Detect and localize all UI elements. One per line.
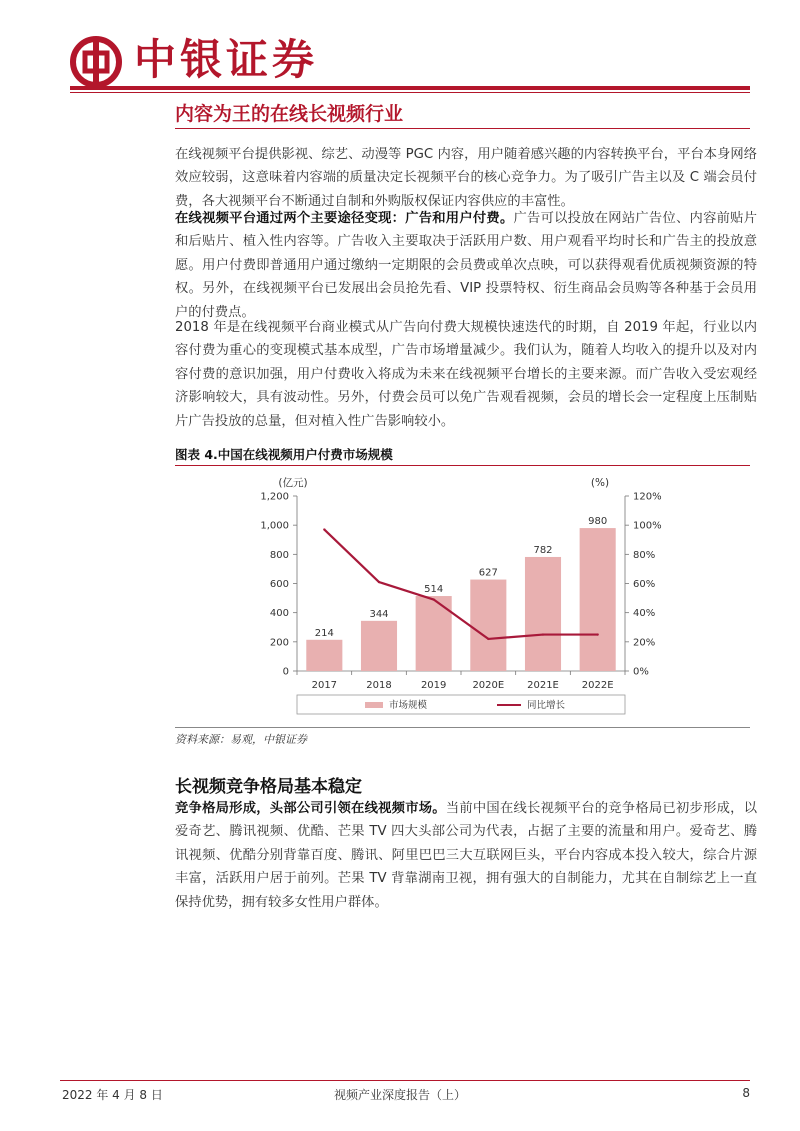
header-rule [70,86,750,90]
paragraph-lead: 竞争格局形成，头部公司引领在线视频市场。 [175,801,446,816]
right-axis-tick-label: 40% [633,608,656,620]
right-axis-tick-label: 80% [633,549,656,561]
bar [525,557,561,671]
footer-rule [60,1080,750,1081]
growth-rate-point [323,528,325,530]
right-axis-unit: (%) [590,477,610,489]
left-axis-tick-label: 400 [269,608,289,620]
subsection-title: 长视频竞争格局基本稳定 [175,777,362,797]
paragraph-competition [175,797,757,914]
paragraph-pgc: 在线视频平台提供影视、综艺、动漫等 PGC 内容，用户随着感兴趣的内容转换平台，平台本身网络效应较弱，这意味着内容端的质量决定长视频平台的核心竞争力。为了吸引广告主以及 C 端会员付费，各大视频平台不断通过自制和外购版权保证内容供应的丰富性。 [175,147,757,209]
chart-legend [297,695,625,714]
figure-source: 资料来源：易观，中银证券 [175,733,307,746]
growth-rate-point [542,633,544,635]
figure-bottom-rule [175,727,750,728]
bar-data-label: 782 [533,544,553,556]
legend-bar-swatch [365,702,383,708]
legend-bar-label: 市场规模 [389,700,428,711]
right-axis-tick-label: 0% [633,666,649,678]
paragraph-2018: 2018 年是在线视频平台商业模式从广告向付费大规模快速迭代的时期，自 2019 年起，行业以内容付费为重心的变现模式基本成型，广告市场增量减少。我们认为，随着人均收入的提升以及对内容付费的意识加强，用户付费收入将成为未来在线视频平台增长的主要来源。而广告收入受宏观经济影响较大，具有波动性。另外，付费会员可以免广告观看视频，会员的增长会一定程度上压制贴片广告投放的总量，但对植入性广告影响较小。 [175,320,757,429]
bar-data-label: 514 [424,584,444,596]
bar-data-label: 214 [314,627,334,639]
left-axis-tick-label: 1,200 [260,491,289,503]
x-axis-tick-label: 2022E [581,680,614,691]
bar-data-label: 980 [588,516,608,528]
left-axis-tick-label: 200 [269,637,289,649]
growth-rate-point [378,581,380,583]
bar [470,580,506,671]
left-axis-tick-label: 600 [269,579,289,590]
right-axis-tick-label: 100% [633,520,662,532]
x-axis-tick-label: 2019 [420,680,447,691]
x-axis-tick-label: 2021E [527,680,559,691]
paragraph-body: 当前中国在线长视频平台的竞争格局已初步形成，以爱奇艺、腾讯视频、优酷、芒果 TV 四大头部公司为代表，占据了主要的流量和用户。爱奇艺、腾讯视频、优酷分别背靠百度、腾讯、阿里巴巴三大互联网巨头，平台内容成本投入较大，综合片源丰富，活跃用户居于前列。芒果 TV 背靠湖南卫视，拥有强大的自制能力，尤其在自制综艺上一直保持优势，拥有较多女性用户群体。 [175,801,758,910]
x-axis-tick-label: 2018 [366,680,392,691]
growth-rate-point [596,633,598,635]
left-axis-tick-label: 1,000 [260,520,289,532]
left-axis-unit: (亿元) [278,477,308,489]
section-title: 内容为王的在线长视频行业 [175,103,404,125]
legend-frame [297,695,625,714]
growth-rate-point [487,638,489,640]
bar [306,640,342,671]
market-size-chart [175,466,750,726]
x-axis-tick-label: 2020E [472,680,505,691]
footer-report-title: 视频产业深度报告（上） [333,1088,466,1102]
legend-line-label: 同比增长 [527,700,566,711]
bar [361,621,397,671]
bar-data-label: 344 [369,608,389,620]
section-title-rule [175,128,750,129]
x-axis-tick-label: 2017 [311,680,338,691]
paragraph-body: 广告可以投放在网站广告位、内容前贴片和后贴片、植入性内容等。广告收入主要取决于活跃用户数、用户观看平均时长和广告主的投放意愿。用户付费即普通用户通过缴纳一定期限的会员费或单次点映，可以获得观看优质视频资源的特权。另外，在线视频平台已发展出会员抢先看、VIP 投票特权、衍生商品会员购等各种基于会员用户的付费点。 [175,211,758,320]
page-number: 8 [742,1086,750,1100]
header-rule-thin [70,92,750,93]
plot-area [260,492,661,692]
right-axis-tick-label: 120% [633,491,662,503]
right-axis-tick-label: 60% [633,579,656,590]
left-axis-tick-label: 0 [282,666,289,678]
left-axis-tick-label: 800 [269,549,289,561]
brand-name: 中银证券 [134,35,319,84]
paragraph-lead: 在线视频平台通过两个主要途径变现：广告和用户付费。 [175,211,514,226]
bar [580,528,616,671]
footer-date: 2022 年 4 月 8 日 [62,1088,163,1102]
paragraph-monetization [175,207,757,324]
bar-data-label: 627 [478,567,498,579]
right-axis-tick-label: 20% [633,637,656,649]
figure-title: 图表 4.中国在线视频用户付费市场规模 [175,447,393,462]
bank-of-china-logo [70,36,122,88]
growth-rate-point [432,598,434,600]
